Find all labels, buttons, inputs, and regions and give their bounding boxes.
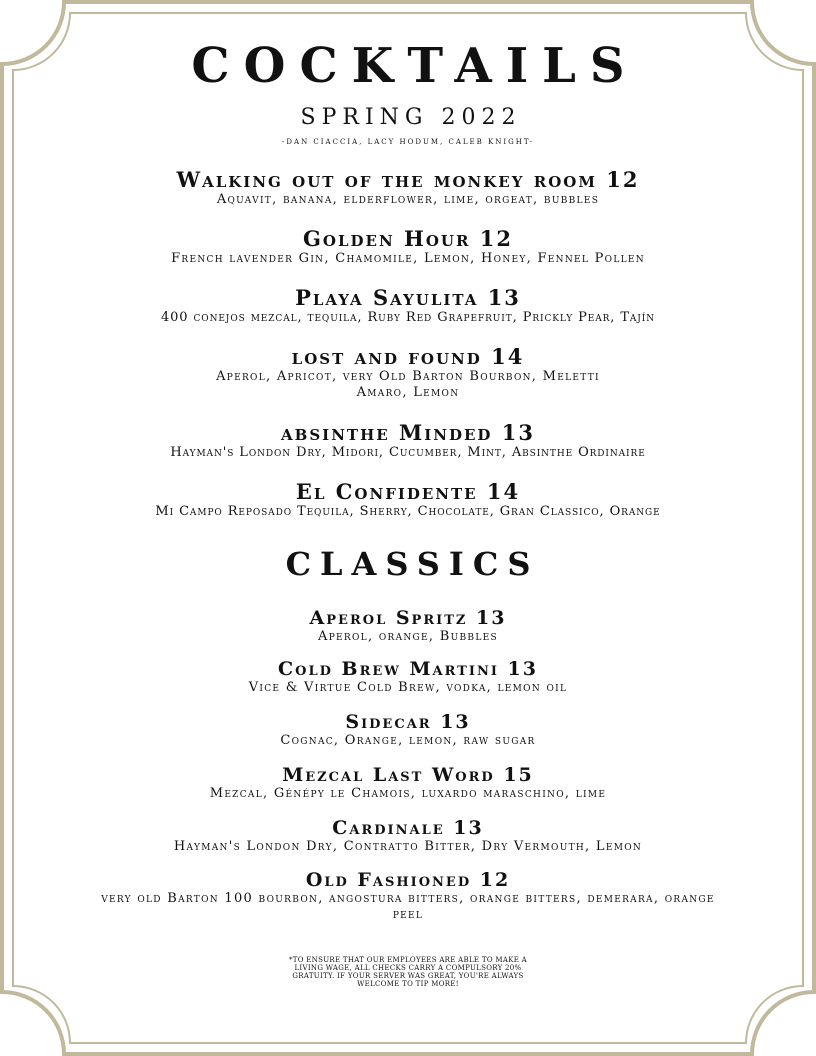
cocktail-description: Mi Campo Reposado Tequila, Sherry, Chocolate, Gran Classico, Orange — [155, 504, 661, 519]
classic-description: Aperol, orange, Bubbles — [318, 629, 498, 644]
classic-name: Old Fashioned 12 — [305, 869, 511, 891]
classic-description: Cognac, Orange, lemon, raw sugar — [280, 733, 536, 748]
menu-season: SPRING 2022 — [300, 105, 522, 130]
classic-item — [40, 607, 776, 645]
classic-description: Mezcal, Génépy le Chamois, luxardo maraschino, lime — [209, 786, 607, 801]
cocktail-description: Aquavit, banana, elderflower, lime, orgeat, bubbles — [216, 192, 600, 207]
menu-credits: -DAN CIACCIA, LACY HODUM, CALEB KNIGHT- — [282, 138, 534, 146]
cocktail-name: lost and found 14 — [291, 344, 525, 369]
gratuity-footnote: *TO ENSURE THAT OUR EMPLOYEES ARE ABLE TO MAKE A LIVING WAGE, ALL CHECKS CARRY A COMPULSORY 20% GRATUITY. IF YOUR SERVER WAS GREAT, YOU'RE ALWAYS WELCOME TO TIP MORE! — [288, 956, 528, 988]
cocktail-item — [40, 227, 776, 267]
cocktail-description: Aperol, Apricot, very Old Barton Bourbon, Meletti Amaro, Lemon — [216, 369, 600, 400]
cocktail-description: Hayman's London Dry, Midori, Cucumber, Mint, Absinthe Ordinaire — [170, 445, 646, 460]
cocktail-item — [40, 286, 776, 326]
cocktail-item — [40, 480, 776, 520]
classic-item — [40, 711, 776, 749]
classic-item — [100, 869, 716, 923]
classic-name: Cardinale 13 — [332, 817, 484, 839]
classic-item — [40, 658, 776, 696]
classic-item — [40, 817, 776, 855]
classic-name: Cold Brew Martini 13 — [278, 658, 538, 680]
cocktail-name: absinthe Minded 13 — [281, 420, 535, 445]
cocktail-item — [40, 168, 776, 208]
menu-title: COCKTAILS — [191, 38, 639, 94]
cocktail-name: Walking out of the monkey room 12 — [176, 167, 640, 192]
cocktail-item — [40, 421, 776, 461]
classic-description: Hayman's London Dry, Contratto Bitter, Dry Vermouth, Lemon — [173, 839, 643, 854]
classic-name: Mezcal Last Word 15 — [282, 764, 534, 786]
classic-item — [40, 764, 776, 802]
cocktail-item — [190, 345, 626, 401]
classic-name: Aperol Spritz 13 — [309, 607, 507, 629]
cocktail-description: French lavender Gin, Chamomile, Lemon, Honey, Fennel Pollen — [171, 251, 645, 266]
cocktail-name: Playa Sayulita 13 — [295, 285, 521, 310]
cocktail-name: El Confidente 14 — [295, 479, 521, 504]
classic-description: Vice & Virtue Cold Brew, vodka, lemon oil — [248, 680, 568, 695]
classics-heading: CLASSICS — [285, 545, 540, 583]
cocktail-description: 400 conejos mezcal, tequila, Ruby Red Grapefruit, Prickly Pear, Tajín — [160, 310, 656, 325]
classic-description: very old Barton 100 bourbon, angostura bitters, orange bitters, demerara, orange peel — [101, 891, 715, 922]
classic-name: Sidecar 13 — [345, 711, 471, 733]
cocktail-name: Golden Hour 12 — [303, 226, 513, 251]
